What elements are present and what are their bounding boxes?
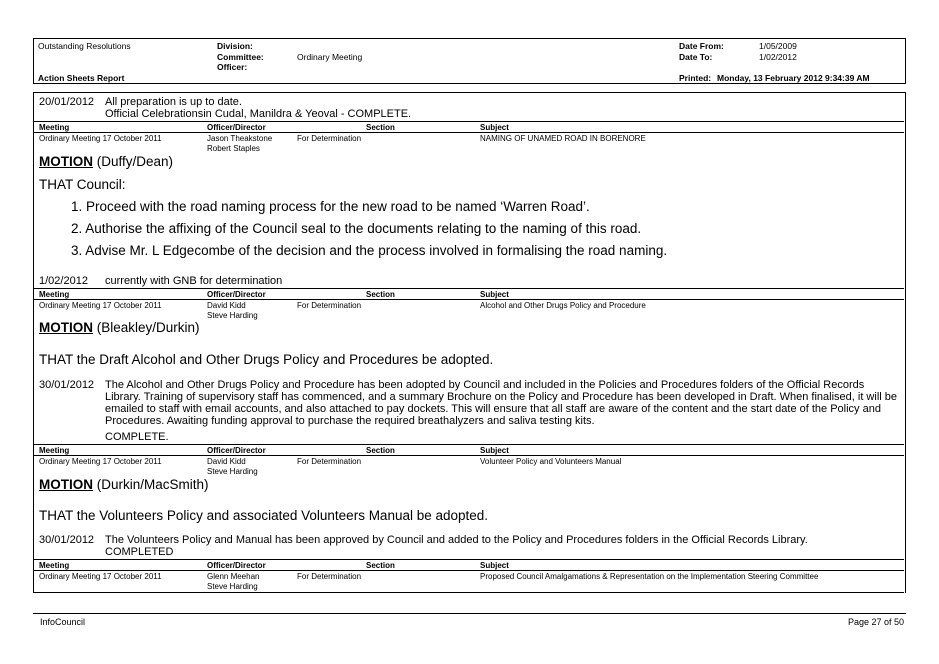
- section-value: For Determination: [297, 572, 362, 581]
- officer-value: Jason Theakstone: [207, 134, 273, 143]
- resolution-point: 3. Advise Mr. L Edgecombe of the decision and the process involved in formalising the road naming.: [71, 243, 668, 258]
- note-status: COMPLETED: [105, 546, 174, 558]
- subject-value: Volunteer Policy and Volunteers Manual: [480, 457, 622, 466]
- column-header-meeting: Meeting: [39, 123, 70, 132]
- officer-value: Steve Harding: [207, 467, 258, 476]
- officer-value: David Kidd: [207, 457, 246, 466]
- motion-label: MOTION: [39, 477, 93, 492]
- action-sheets-body: [33, 92, 906, 593]
- date-from-value: 1/05/2009: [759, 41, 797, 51]
- officer-value: Steve Harding: [207, 582, 258, 591]
- column-header-officer: Officer/Director: [207, 446, 266, 455]
- section-value: For Determination: [297, 301, 362, 310]
- column-header-officer: Officer/Director: [207, 561, 266, 570]
- date-to-label: Date To:: [679, 52, 713, 62]
- column-header-subject: Subject: [480, 123, 509, 132]
- table-bottom-rule: [34, 592, 904, 593]
- resolution-point: 1. Proceed with the road naming process for the new road to be named ‘Warren Road’.: [71, 199, 590, 214]
- officer-value: Steve Harding: [207, 311, 258, 320]
- column-header-meeting: Meeting: [39, 290, 70, 299]
- motion-movers: (Bleakley/Durkin): [96, 320, 200, 335]
- committee-value: Ordinary Meeting: [297, 52, 363, 62]
- column-header-section: Section: [366, 290, 395, 299]
- note-status: COMPLETE.: [105, 431, 169, 443]
- meeting-value: Ordinary Meeting 17 October 2011: [39, 134, 162, 143]
- motion-heading: [39, 154, 173, 170]
- footer-brand: InfoCouncil: [40, 617, 86, 627]
- table-header-rule: [34, 559, 904, 560]
- resolution-text: THAT the Draft Alcohol and Other Drugs Policy and Procedures be adopted.: [39, 352, 494, 367]
- note-text: currently with GNB for determination: [105, 275, 283, 287]
- officer-label: Officer:: [217, 62, 248, 72]
- column-header-section: Section: [366, 123, 395, 132]
- column-header-section: Section: [366, 561, 395, 570]
- officer-value: Robert Staples: [207, 144, 260, 153]
- report-header: [33, 38, 906, 84]
- resolution-point: 2. Authorise the affixing of the Council seal to the documents relating to the naming of this road.: [71, 221, 642, 236]
- motion-heading: [39, 477, 209, 493]
- page-number: Page 27 of 50: [848, 617, 905, 627]
- meeting-value: Ordinary Meeting 17 October 2011: [39, 301, 162, 310]
- section-value: For Determination: [297, 134, 362, 143]
- column-header-officer: Officer/Director: [207, 123, 266, 132]
- date-from-label: Date From:: [679, 41, 724, 51]
- table-header-rule: [34, 288, 904, 289]
- report-area: Outstanding Resolutions: [38, 41, 131, 51]
- table-row-rule: [34, 455, 904, 456]
- column-header-subject: Subject: [480, 446, 509, 455]
- motion-movers: (Durkin/MacSmith): [96, 477, 209, 492]
- resolution-text: THAT the Volunteers Policy and associated Volunteers Manual be adopted.: [39, 508, 489, 523]
- meeting-value: Ordinary Meeting 17 October 2011: [39, 457, 162, 466]
- column-header-section: Section: [366, 446, 395, 455]
- column-header-officer: Officer/Director: [207, 290, 266, 299]
- date-to-value: 1/02/2012: [759, 52, 797, 62]
- meeting-value: Ordinary Meeting 17 October 2011: [39, 572, 162, 581]
- section-value: For Determination: [297, 457, 362, 466]
- column-header-subject: Subject: [480, 561, 509, 570]
- note-text: All preparation is up to date.: [105, 96, 242, 108]
- table-header-rule: [34, 121, 904, 122]
- motion-heading: [39, 320, 200, 336]
- motion-label: MOTION: [39, 320, 93, 335]
- subject-value: NAMING OF UNAMED ROAD IN BORENORE: [480, 134, 646, 143]
- subject-value: Alcohol and Other Drugs Policy and Procedure: [480, 301, 646, 310]
- resolution-text: THAT Council:: [39, 177, 126, 192]
- division-label: Division:: [217, 41, 253, 51]
- committee-label: Committee:: [217, 52, 264, 62]
- report-name: Action Sheets Report: [38, 73, 125, 83]
- note-date: 1/02/2012: [39, 275, 88, 287]
- note-date: 20/01/2012: [39, 96, 95, 108]
- note-date: 30/01/2012: [39, 379, 95, 391]
- table-header-rule: [34, 444, 904, 445]
- note-text: The Volunteers Policy and Manual has been approved by Council and added to the Policy and Procedures folders in the Official Records Library.: [105, 534, 808, 546]
- motion-movers: (Duffy/Dean): [96, 154, 174, 169]
- column-header-meeting: Meeting: [39, 446, 70, 455]
- column-header-subject: Subject: [480, 290, 509, 299]
- footer-rule: [33, 613, 906, 614]
- printed-value: Monday, 13 February 2012 9:34:39 AM: [717, 73, 870, 83]
- column-header-meeting: Meeting: [39, 561, 70, 570]
- motion-label: MOTION: [39, 154, 93, 169]
- table-row-rule: [34, 570, 904, 571]
- table-row-rule: [34, 132, 904, 133]
- officer-value: David Kidd: [207, 301, 246, 310]
- officer-value: Glenn Meehan: [207, 572, 260, 581]
- note-text: Official Celebrationsin Cudal, Manildra & Yeoval - COMPLETE.: [105, 108, 412, 120]
- table-row-rule: [34, 299, 904, 300]
- note-date: 30/01/2012: [39, 534, 95, 546]
- printed-label: Printed:: [679, 73, 712, 83]
- subject-value: Proposed Council Amalgamations & Representation on the Implementation Steering Committee: [480, 572, 819, 581]
- note-text: The Alcohol and Other Drugs Policy and Procedure has been adopted by Council and included in the Policies and Procedures folders of the Official Records Library. Training of supervisory staff has commenced, and a summary Brochure on the Policy and Procedure has been developed in Draft. When finalised, it will be emailed to staff with email accounts, and also attached to pay dockets. This will ensure that all staff are aware of the content and the start date of the Policy and Procedures. Awaiting funding approval to purchase the required breathalyzers and saliva testing kits.: [105, 379, 897, 427]
